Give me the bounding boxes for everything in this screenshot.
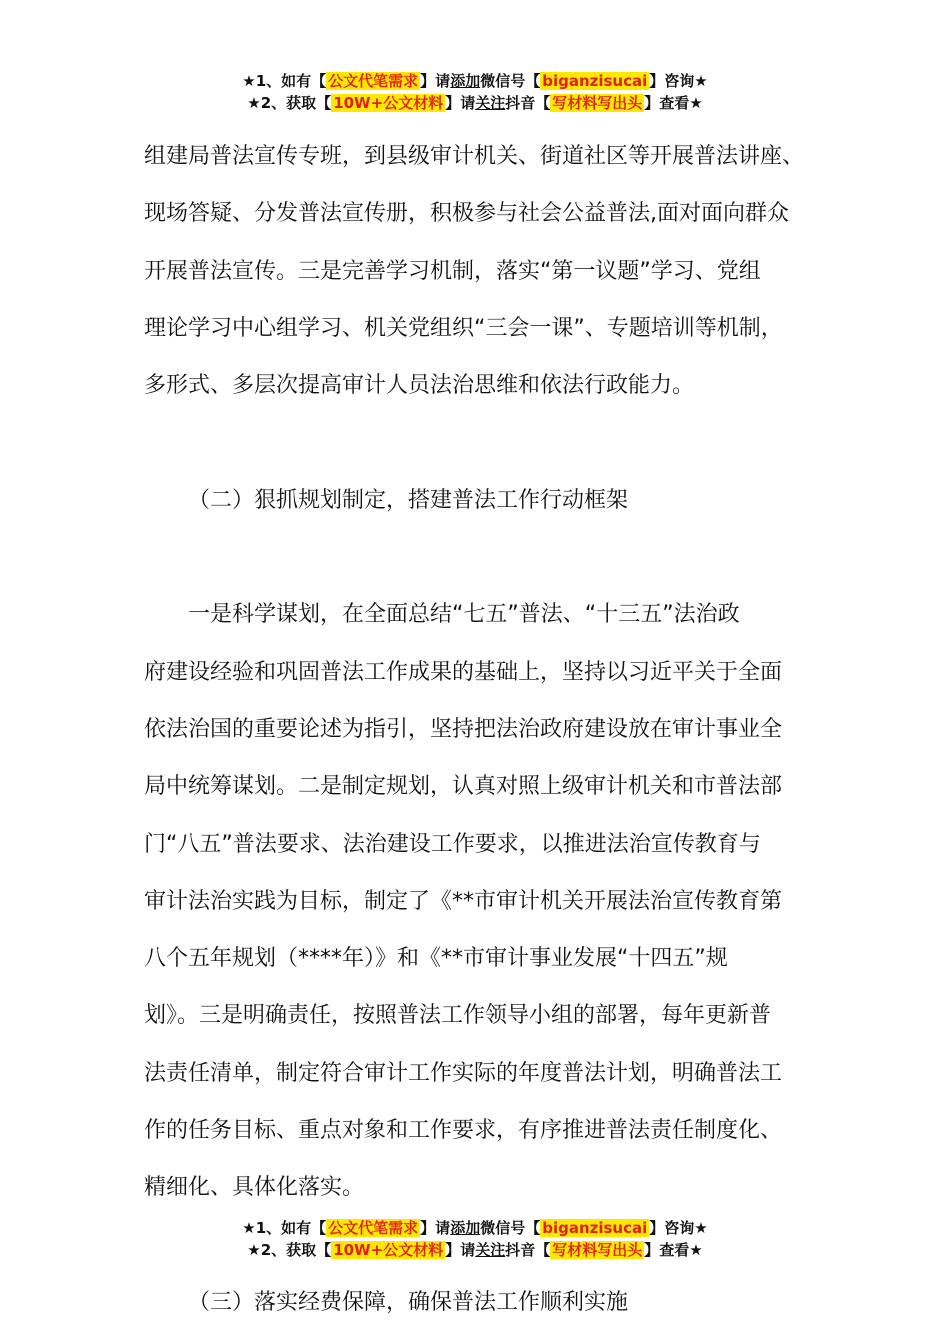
- banner-text: 微信号【: [480, 72, 541, 90]
- banner-text: ★1、如有【: [242, 72, 327, 90]
- banner-line-1: [0, 1217, 950, 1239]
- body-line: 府建设经验和巩固普法工作成果的基础上，坚持以习近平关于全面: [144, 659, 783, 685]
- body-line: 一是科学谋划，在全面总结“七五”普法、“十三五”法治政: [188, 602, 740, 628]
- highlight-materials: 10W+公文材料: [333, 94, 444, 112]
- highlight-materials: 10W+公文材料: [333, 1241, 444, 1259]
- section-heading: （二）狠抓规划制定，搭建普法工作行动框架: [188, 487, 629, 513]
- banner-text: 】请: [445, 94, 476, 112]
- body-line: 八个五年规划（****年）》和《**市审计事业发展“十四五”规: [144, 946, 728, 972]
- body-line: 现场答疑、分发普法宣传册，积极参与社会公益普法,面对面向群众: [144, 201, 789, 227]
- body-line: 多形式、多层次提高审计人员法治思维和依法行政能力。: [144, 373, 695, 399]
- banner-text: 抖音【: [505, 1241, 551, 1259]
- banner-text: 】请: [420, 1219, 451, 1237]
- banner-text: ★1、如有【: [242, 1219, 327, 1237]
- body-line: 组建局普法宣传专班，到县级审计机关、街道社区等开展普法讲座、: [144, 144, 805, 169]
- body-line: 开展普法宣传。三是完善学习机制，落实“第一议题”学习、党组: [144, 258, 761, 284]
- banner-text: 】查看★: [644, 1241, 703, 1259]
- body-line: 依法治国的重要论述为指引，坚持把法治政府建设放在审计事业全: [144, 716, 783, 742]
- highlight-service: 公文代笔需求: [328, 72, 419, 90]
- banner-text: ★2、获取【: [247, 1241, 332, 1259]
- underlined-text: 添加: [450, 1219, 481, 1237]
- section-heading: （三）落实经费保障，确保普法工作顺利实施: [188, 1289, 629, 1315]
- body-line: 门“八五”普法要求、法治建设工作要求，以推进法治宣传教育与: [144, 831, 761, 857]
- footer-banner: [0, 1217, 950, 1261]
- body-line: 局中统筹谋划。二是制定规划，认真对照上级审计机关和市普法部: [144, 774, 783, 800]
- banner-line-1: [0, 70, 950, 92]
- highlight-wechat-id: biganzisucai: [542, 72, 648, 90]
- underlined-text: 关注: [475, 94, 506, 112]
- banner-text: 】咨询★: [649, 1219, 708, 1237]
- banner-text: 】咨询★: [649, 72, 708, 90]
- header-banner: [0, 70, 950, 114]
- banner-text: 】请: [420, 72, 451, 90]
- body-line: 理论学习中心组学习、机关党组织“三会一课”、专题培训等机制，: [144, 315, 783, 341]
- underlined-text: 添加: [450, 72, 481, 90]
- paragraph-gap: [144, 414, 824, 471]
- highlight-douyin-account: 写材料写出头: [552, 1241, 643, 1259]
- banner-text: 】查看★: [644, 94, 703, 112]
- body-line: 精细化、具体化落实。: [144, 1175, 365, 1201]
- banner-line-2: [0, 1239, 950, 1261]
- paragraph-gap: [144, 529, 824, 586]
- body-line: 划》。三是明确责任，按照普法工作领导小组的部署，每年更新普: [144, 1003, 772, 1029]
- highlight-service: 公文代笔需求: [328, 1219, 419, 1237]
- banner-text: 抖音【: [505, 94, 551, 112]
- highlight-wechat-id: biganzisucai: [542, 1219, 648, 1237]
- document-body: [144, 128, 824, 1331]
- underlined-text: 关注: [475, 1241, 506, 1259]
- body-line: 审计法治实践为目标，制定了《**市审计机关开展法治宣传教育第: [144, 888, 783, 914]
- banner-text: 微信号【: [480, 1219, 541, 1237]
- banner-text: ★2、获取【: [247, 94, 332, 112]
- banner-line-2: [0, 92, 950, 114]
- body-line: 作的任务目标、重点对象和工作要求，有序推进普法责任制度化、: [144, 1118, 783, 1144]
- body-line: 法责任清单，制定符合审计工作实际的年度普法计划，明确普法工: [144, 1060, 783, 1086]
- banner-text: 】请: [445, 1241, 476, 1259]
- highlight-douyin-account: 写材料写出头: [552, 94, 643, 112]
